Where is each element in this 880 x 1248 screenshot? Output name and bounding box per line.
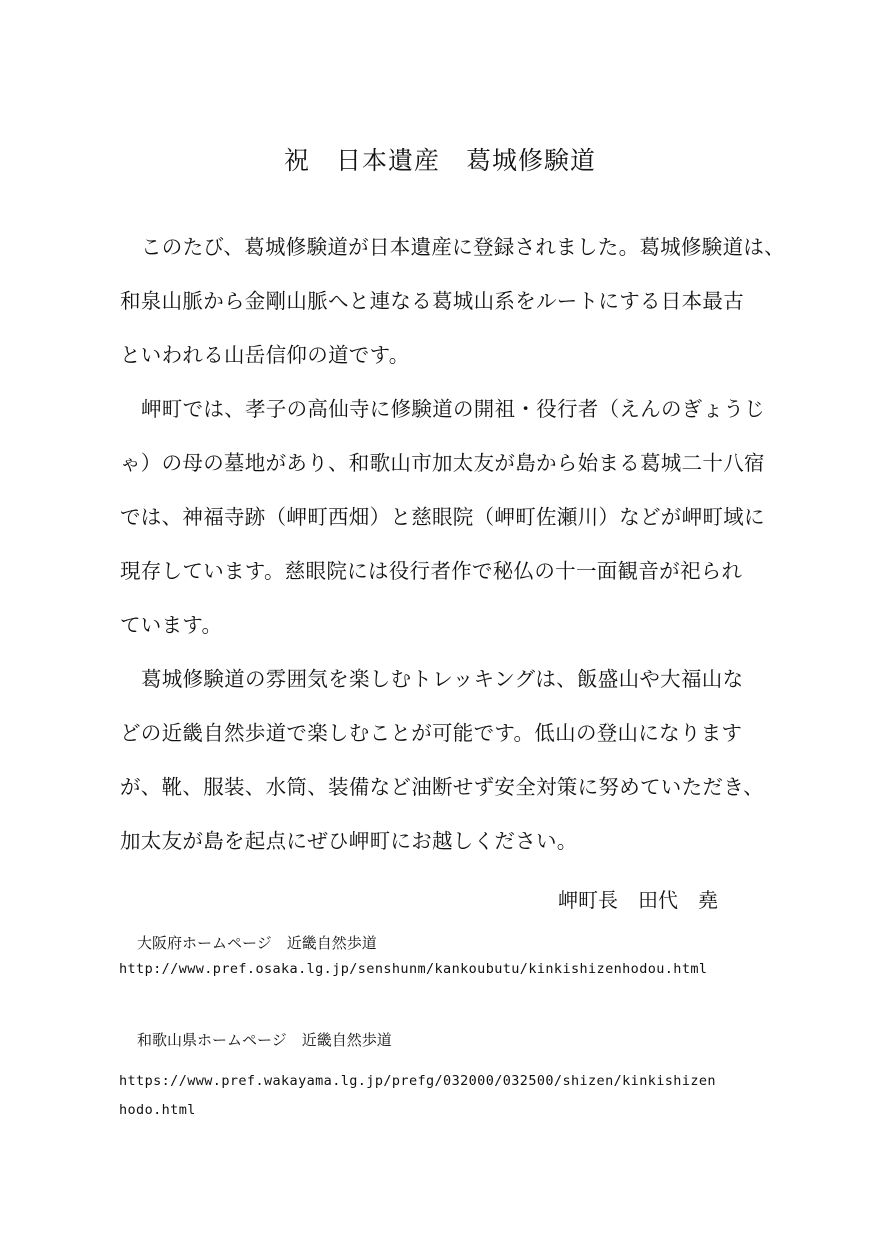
paragraph-2-line-4: 現存しています。慈眼院には役行者作で秘仏の十一面観音が祀られ [120,559,743,583]
paragraph-2-line-3: では、神福寺跡（岬町西畑）と慈眼院（岬町佐瀬川）などが岬町域に [120,505,765,529]
paragraph-1-line-1: このたび、葛城修験道が日本遺産に登録されました。葛城修験道は、 [141,235,785,259]
paragraph-3-line-1: 葛城修験道の雰囲気を楽しむトレッキングは、飯盛山や大福山な [141,667,744,691]
document-body [120,220,785,868]
paragraph-1-line-3: といわれる山岳信仰の道です。 [120,343,410,367]
paragraph-2-line-1: 岬町では、孝子の高仙寺に修験道の開祖・役行者（えんのぎょうじ [141,397,765,421]
paragraph-3-line-2: どの近畿自然歩道で楽しむことが可能です。低山の登山になります [120,721,743,745]
wakayama-url-link-line-1[interactable]: https://www.pref.wakayama.lg.jp/prefg/032000/032500/shizen/kinkishizen [119,1073,716,1089]
signature: 岬町長 田代 堯 [558,888,718,912]
paragraph-3-line-3: が、靴、服装、水筒、装備など油断せず安全対策に努めていただき、 [120,775,764,799]
paragraph-2-line-2: ゃ）の母の墓地があり、和歌山市加太友が島から始まる葛城二十八宿 [120,451,765,475]
osaka-link-label: 大阪府ホームページ 近畿自然歩道 [137,934,377,952]
document-title: 祝 日本遺産 葛城修験道 [283,146,596,175]
wakayama-link-label: 和歌山県ホームページ 近畿自然歩道 [137,1031,392,1049]
wakayama-url-link-line-2[interactable]: hodo.html [119,1102,196,1118]
osaka-url-link[interactable]: http://www.pref.osaka.lg.jp/senshunm/kankoubutu/kinkishizenhodou.html [119,961,708,977]
paragraph-1-line-2: 和泉山脈から金剛山脈へと連なる葛城山系をルートにする日本最古 [120,289,744,313]
paragraph-3-line-4: 加太友が島を起点にぜひ岬町にお越しください。 [120,829,578,853]
paragraph-2-line-5: ています。 [120,613,223,637]
